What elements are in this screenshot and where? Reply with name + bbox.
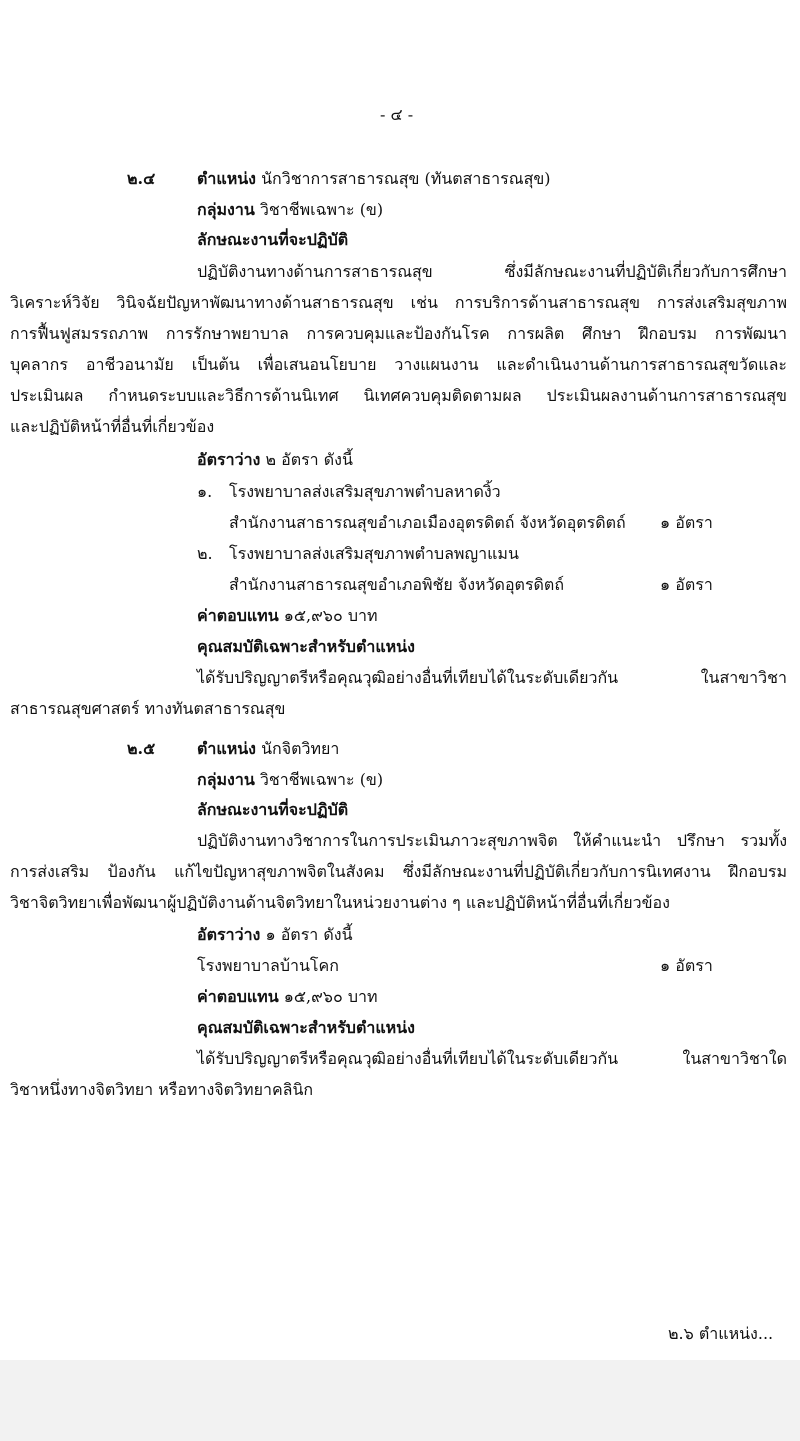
page-number: - ๔ - xyxy=(380,105,414,124)
vacancy-value: ๑ อัตรา ดังนี้ xyxy=(265,925,353,944)
qualification-line: สาธารณสุขศาสตร์ ทางทันตสาธารณสุข xyxy=(10,699,286,718)
position-2-4 xyxy=(197,168,551,190)
position-label: ตำแหน่ง xyxy=(197,739,256,758)
qualification-line: วิชาหนึ่งทางจิตวิทยา หรือทางจิตวิทยาคลินิก xyxy=(10,1080,314,1099)
duties-heading-2-5: ลักษณะงานที่จะปฏิบัติ xyxy=(197,800,349,819)
duties-line: และปฏิบัติหน้าที่อื่นที่เกี่ยวข้อง xyxy=(10,417,215,436)
duties-line: ประเมินผล กำหนดระบบและวิธีการด้านนิเทศ นิเทศควบคุมติดตามผล ประเมินผลงานด้านการสาธารณสุข xyxy=(10,386,787,405)
vacancy-value: ๒ อัตรา ดังนี้ xyxy=(265,450,353,469)
qualification-heading-2-4: คุณสมบัติเฉพาะสำหรับตำแหน่ง xyxy=(197,637,415,656)
qualification-heading-2-5: คุณสมบัติเฉพาะสำหรับตำแหน่ง xyxy=(197,1018,415,1037)
vacancy-item-name: โรงพยาบาลบ้านโคก xyxy=(197,956,339,975)
vacancy-label: อัตราว่าง xyxy=(197,450,261,469)
qualification-line: ได้รับปริญญาตรีหรือคุณวุฒิอย่างอื่นที่เทียบได้ในระดับเดียวกัน ในสาขาวิชาใด xyxy=(197,1049,787,1068)
pay-2-4 xyxy=(197,605,378,627)
duties-line: ปฏิบัติงานทางวิชาการในการประเมินภาวะสุขภาพจิต ให้คำแนะนำ ปรึกษา รวมทั้ง xyxy=(197,831,787,850)
group-value: วิชาชีพเฉพาะ (ข) xyxy=(259,770,384,789)
group-label: กลุ่มงาน xyxy=(197,200,255,219)
vacancy-item-count: ๑ อัตรา xyxy=(660,513,713,532)
vacancy-item-count: ๑ อัตรา xyxy=(660,956,713,975)
duties-line: การฟื้นฟูสมรรถภาพ การรักษาพยาบาล การควบคุมและป้องกันโรค การผลิต ศึกษา ฝึกอบรม การพัฒนา xyxy=(10,324,787,343)
duties-line: ปฏิบัติงานทางด้านการสาธารณสุข ซึ่งมีลักษณะงานที่ปฏิบัติเกี่ยวกับการศึกษา xyxy=(197,262,787,281)
group-value: วิชาชีพเฉพาะ (ข) xyxy=(259,200,384,219)
section-number-2-5: ๒.๕ xyxy=(127,739,156,758)
vacancy-label: อัตราว่าง xyxy=(197,925,261,944)
vacancy-2-4 xyxy=(197,449,353,471)
position-label: ตำแหน่ง xyxy=(197,169,256,188)
vacancy-item-number: ๑. xyxy=(197,482,213,501)
group-2-4 xyxy=(197,199,383,221)
vacancy-item-office: สำนักงานสาธารณสุขอำเภอเมืองอุตรดิตถ์ จังหวัดอุตรดิตถ์ xyxy=(229,513,626,532)
duties-line: บุคลากร อาชีวอนามัย เป็นต้น เพื่อเสนอนโยบาย วางแผนงาน และดำเนินงานด้านการสาธารณสุขวัดและ xyxy=(10,355,787,374)
duties-line: วิเคราะห์วิจัย วินิจฉัยปัญหาพัฒนาทางด้านสาธารณสุข เช่น การบริการด้านสาธารณสุข การส่งเสริมสุขภาพ xyxy=(10,293,787,312)
vacancy-2-5 xyxy=(197,924,353,946)
vacancy-item-office: สำนักงานสาธารณสุขอำเภอพิชัย จังหวัดอุตรดิตถ์ xyxy=(229,575,565,594)
vacancy-item-name: โรงพยาบาลส่งเสริมสุขภาพตำบลหาดงิ้ว xyxy=(229,482,501,501)
vacancy-item-count: ๑ อัตรา xyxy=(660,575,713,594)
position-2-5 xyxy=(197,738,339,760)
pay-label: ค่าตอบแทน xyxy=(197,987,279,1006)
vacancy-item-name: โรงพยาบาลส่งเสริมสุขภาพตำบลพญาแมน xyxy=(229,544,519,563)
qualification-line: ได้รับปริญญาตรีหรือคุณวุฒิอย่างอื่นที่เทียบได้ในระดับเดียวกัน ในสาขาวิชา xyxy=(197,668,787,687)
group-2-5 xyxy=(197,769,383,791)
position-value: นักจิตวิทยา xyxy=(261,739,340,758)
duties-line: วิชาจิตวิทยาเพื่อพัฒนาผู้ปฏิบัติงานด้านจิตวิทยาในหน่วยงานต่าง ๆ และปฏิบัติหน้าที่อื่นที่เกี่ยวข้อง xyxy=(10,893,670,912)
position-value: นักวิชาการสาธารณสุข (ทันตสาธารณสุข) xyxy=(261,169,551,188)
pay-value: ๑๕,๙๖๐ บาท xyxy=(283,606,378,625)
pay-label: ค่าตอบแทน xyxy=(197,606,279,625)
group-label: กลุ่มงาน xyxy=(197,770,255,789)
section-number-2-4: ๒.๔ xyxy=(127,169,156,188)
pay-2-5 xyxy=(197,986,378,1008)
duties-line: การส่งเสริม ป้องกัน แก้ไขปัญหาสุขภาพจิตในสังคม ซึ่งมีลักษณะงานที่ปฏิบัติเกี่ยวกับการนิเทศงาน ฝึกอบรม xyxy=(10,862,787,881)
next-page-continuation: ๒.๖ ตำแหน่ง... xyxy=(668,1324,774,1343)
duties-heading-2-4: ลักษณะงานที่จะปฏิบัติ xyxy=(197,230,349,249)
scan-bottom-shading xyxy=(0,1360,800,1441)
pay-value: ๑๕,๙๖๐ บาท xyxy=(283,987,378,1006)
vacancy-item-number: ๒. xyxy=(197,544,213,563)
